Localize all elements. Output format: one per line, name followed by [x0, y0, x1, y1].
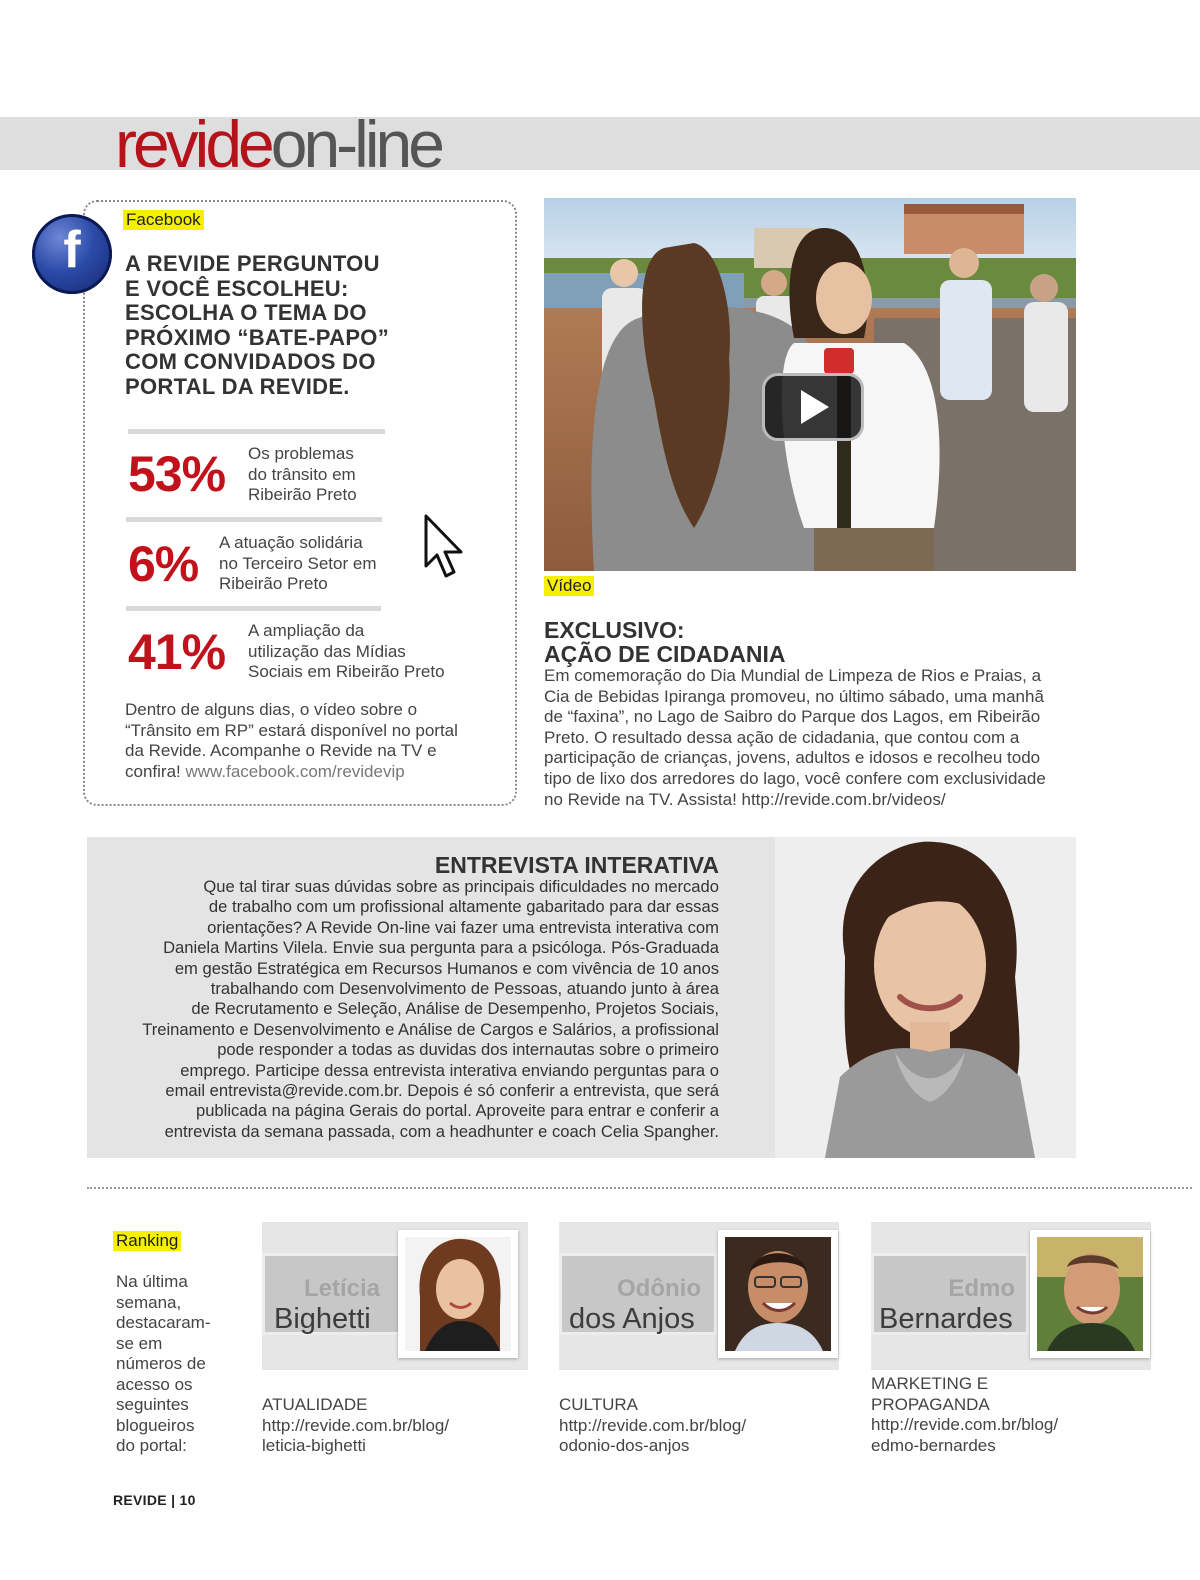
video-title-line: EXCLUSIVO:	[544, 617, 685, 643]
poll-option-line: do trânsito em	[248, 464, 356, 484]
facebook-footer-text	[125, 700, 497, 782]
interview-title: ENTREVISTA INTERATIVA	[434, 852, 719, 878]
facebook-footer-line: “Trânsito em RP” estará disponível no portal	[125, 720, 458, 740]
blogger-category: MARKETING E	[871, 1374, 989, 1393]
video-body-line: Cia de Bebidas Ipiranga promoveu, no último sábado, uma manhã	[544, 686, 1044, 706]
facebook-title-line: COM CONVIDADOS DO	[125, 349, 376, 375]
ranking-intro-line: números de	[116, 1354, 206, 1373]
facebook-title-line: E VOCÊ ESCOLHEU:	[125, 275, 349, 301]
ranking-intro-line: Na última	[116, 1272, 188, 1291]
blogger-info-edmo	[871, 1374, 1058, 1456]
interview-body-line: Treinamento e Desenvolvimento e Análise de Cargos e Salários, a profissional	[142, 1019, 719, 1039]
interview-section	[87, 837, 1076, 1158]
poll-option-3	[248, 621, 445, 683]
poll-option-2	[219, 533, 376, 595]
blogger-avatar	[405, 1237, 511, 1351]
blogger-last-name: Bighetti	[274, 1303, 371, 1335]
video-body-line: participação de crianças, jovens, adultos e idosos e recolheu todo	[544, 748, 1041, 768]
blogger-category: CULTURA	[559, 1395, 639, 1414]
blogger-url-link[interactable]: leticia-bighetti	[262, 1436, 366, 1455]
video-title-line: AÇÃO DE CIDADANIA	[544, 641, 786, 667]
mouse-pointer-icon	[424, 514, 468, 580]
facebook-footer-last: confira!	[125, 761, 181, 781]
ranking-intro-line: acesso os	[116, 1374, 193, 1394]
facebook-title-line: PRÓXIMO “BATE-PAPO”	[125, 324, 390, 350]
poll-percent-2: 6%	[128, 536, 199, 592]
blogger-photo	[398, 1230, 518, 1358]
poll-percent-3: 41%	[128, 624, 226, 680]
interview-body-line: em gestão Estratégica em Recursos Humanos e com vivência de 10 anos	[174, 958, 719, 978]
interview-body	[107, 877, 719, 1142]
blogger-last-name: Bernardes	[879, 1303, 1013, 1335]
interview-body-line: de Recrutamento e Seleção, Análise de Desempenho, Projetos Sociais,	[191, 999, 719, 1019]
facebook-url-link[interactable]: www.facebook.com/revidevip	[185, 761, 405, 781]
facebook-title-line: A REVIDE PERGUNTOU	[125, 251, 380, 276]
blogger-photo	[718, 1230, 838, 1358]
blogger-info-odonio	[559, 1395, 746, 1457]
blogger-first-name: Edmo	[948, 1275, 1015, 1302]
blogger-info-leticia	[262, 1395, 449, 1457]
page-footer: REVIDE | 10	[113, 1492, 196, 1508]
poll-option-1	[248, 444, 357, 506]
poll-option-line: no Terceiro Setor em	[219, 553, 377, 573]
blogger-avatar	[725, 1237, 831, 1351]
ranking-intro-line: do portal:	[116, 1436, 187, 1455]
interview-body-line: publicada na página Gerais do portal. Aproveite para entrar e conferir a	[195, 1101, 719, 1121]
ranking-tag: Ranking	[113, 1231, 181, 1251]
section-divider	[87, 1187, 1192, 1189]
facebook-icon[interactable]	[32, 214, 112, 294]
facebook-tag-wrap	[123, 210, 204, 230]
interviewee-portrait	[775, 837, 1076, 1158]
ranking-intro-line: se em	[116, 1333, 163, 1353]
blogger-url-link[interactable]: http://revide.com.br/blog/	[559, 1415, 747, 1435]
video-body-line: Em comemoração do Dia Mundial de Limpeza de Rios e Praias, a	[544, 666, 1042, 685]
poll-option-line: Ribeirão Preto	[219, 574, 328, 593]
video-thumbnail[interactable]	[544, 198, 1076, 571]
masthead-part1: revide	[115, 107, 271, 181]
interview-body-line: de trabalho com um profissional altamente gabaritado para dar essas	[208, 897, 719, 917]
video-body-line: Preto. O resultado dessa ação de cidadania, que contou com a	[544, 727, 1020, 747]
play-button[interactable]	[762, 373, 864, 441]
video-body	[544, 666, 1074, 810]
ranking-intro-line: seguintes	[116, 1395, 189, 1414]
masthead-part2: on-line	[270, 107, 441, 181]
video-tag: Vídeo	[544, 576, 594, 596]
poll-option-line: A ampliação da	[248, 621, 365, 640]
interview-body-line: emprego. Participe dessa entrevista interativa enviando perguntas para o	[180, 1060, 719, 1080]
video-tag-wrap	[544, 576, 594, 596]
poll-divider	[128, 429, 385, 434]
play-icon	[765, 376, 861, 438]
blogger-avatar	[1037, 1237, 1143, 1351]
interview-body-line: orientações? A Revide On-line vai fazer uma entrevista interativa com	[207, 917, 719, 937]
facebook-footer-line: Dentro de alguns dias, o vídeo sobre o	[125, 700, 418, 719]
ranking-intro-line: blogueiros	[116, 1415, 195, 1435]
ranking-intro-line: semana,	[116, 1292, 182, 1312]
masthead-logo	[115, 104, 441, 184]
ranking-intro	[116, 1272, 226, 1457]
interview-body-line: pode responder a todas as duvidas dos internautas sobre o primeiro	[217, 1040, 719, 1060]
ranking-tag-wrap	[113, 1231, 181, 1251]
poll-option-line: utilização das Mídias	[248, 641, 406, 661]
blogger-photo	[1030, 1230, 1150, 1358]
blogger-first-name: Odônio	[617, 1275, 701, 1302]
poll-option-line: Os problemas	[248, 444, 354, 463]
facebook-footer-line: da Revide. Acompanhe o Revide na TV e	[125, 741, 437, 760]
facebook-icon-letter: f	[63, 221, 81, 279]
facebook-title	[125, 252, 445, 400]
poll-option-line: Sociais em Ribeirão Preto	[248, 662, 445, 681]
blogger-category: ATUALIDADE	[262, 1395, 368, 1414]
facebook-tag: Facebook	[123, 210, 204, 230]
facebook-footer-line	[125, 762, 497, 783]
blogger-last-name: dos Anjos	[569, 1303, 695, 1335]
video-body-line: tipo de lixo dos arredores do lago, você confere com exclusividade	[544, 768, 1046, 788]
interview-body-line: trabalhando com Desenvolvimento de Pessoas, atuando junto à área	[210, 979, 719, 999]
video-body-line: no Revide na TV. Assista! http://revide.com.br/videos/	[544, 789, 946, 809]
blogger-url-link[interactable]: odonio-dos-anjos	[559, 1436, 690, 1455]
ranking-intro-line: destacaram-	[116, 1313, 211, 1332]
facebook-title-line: ESCOLHA O TEMA DO	[125, 300, 367, 326]
poll-percent-1: 53%	[128, 446, 226, 502]
blogger-category: PROPAGANDA	[871, 1394, 990, 1414]
blogger-url-link[interactable]: http://revide.com.br/blog/	[871, 1415, 1059, 1434]
poll-divider	[126, 517, 382, 522]
interview-body-line: Que tal tirar suas dúvidas sobre as principais dificuldades no mercado	[203, 877, 719, 896]
poll-option-line: Ribeirão Preto	[248, 485, 357, 504]
blogger-url-link[interactable]: http://revide.com.br/blog/	[262, 1415, 450, 1435]
poll-option-line: A atuação solidária	[219, 533, 363, 552]
interview-body-line: email entrevista@revide.com.br. Depois é só conferir a entrevista, que será	[165, 1081, 719, 1101]
blogger-url-link[interactable]: edmo-bernardes	[871, 1435, 996, 1455]
facebook-title-line: PORTAL DA REVIDE.	[125, 373, 350, 399]
interview-body-line: entrevista da semana passada, com a headhunter e coach Celia Spangher.	[164, 1121, 719, 1141]
interview-body-line: Daniela Martins Vilela. Envie sua pergunta para a psicóloga. Pós-Graduada	[163, 938, 719, 958]
blogger-first-name: Letícia	[303, 1275, 380, 1302]
poll-divider	[126, 606, 381, 611]
video-title	[544, 618, 786, 666]
video-body-line: de “faxina”, no Lago de Saibro do Parque dos Lagos, em Ribeirão	[544, 707, 1041, 727]
